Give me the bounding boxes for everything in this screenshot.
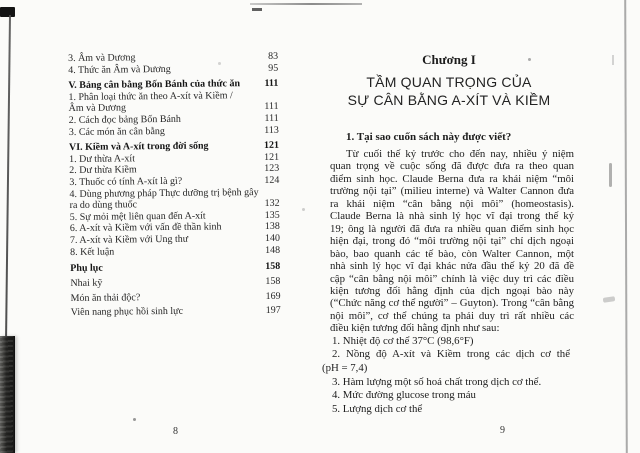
paragraph-line: quan trọng về cuộc sống đã được đưa ra theo quan xyxy=(330,160,574,173)
toc-page-number: 169 xyxy=(265,290,281,302)
toc-label: 6. A-xít và Kiềm với vấn đề thần kinh xyxy=(69,221,222,235)
toc-page-number xyxy=(259,186,291,198)
list-item: 5. Lượng dịch cơ thể xyxy=(332,402,423,415)
toc-label: Phụ lục xyxy=(70,262,103,275)
toc-label: 2. Dư thừa Kiềm xyxy=(69,164,137,177)
scan-smudge xyxy=(609,163,612,187)
paragraph-line: điểm sinh học. Claude Berna đưa ra khái niệm “môi xyxy=(330,172,574,185)
toc-label: 7. A-xít và Kiềm với Ung thư xyxy=(69,233,189,246)
toc-label: 1. Dư thừa A-xít xyxy=(69,153,136,165)
paragraph-line: ra khái niệm “cân bằng nội môi” (homeostasis). xyxy=(330,197,574,210)
paragraph-line: (“Chức năng cơ thể người” – Guyton). Trong “cân bằng xyxy=(330,297,574,310)
toc-page-number: 124 xyxy=(264,174,280,186)
paragraph-line: nhà sinh lý học vĩ đại khác nửa đầu thế kỷ 20 đã đề xyxy=(330,260,574,273)
scan-left-edge-line xyxy=(5,15,11,341)
toc-label: 3. Các món ăn cân bằng xyxy=(68,125,165,138)
paragraph-line: bào, bao quanh các tế bào, còn Walter Cannon, một xyxy=(330,247,574,260)
scan-smudge xyxy=(612,55,614,65)
list-item: 4. Mức đường glucose trong máu xyxy=(332,389,476,402)
toc-page-number: 111 xyxy=(264,101,279,113)
toc-row xyxy=(70,244,280,258)
toc-label: 1. Phân loại thức ăn theo A-xít và Kiềm / xyxy=(68,90,233,103)
paragraph-line: nội môi”, cơ thể chúng ta phải duy trì rất nhiều các xyxy=(330,309,574,322)
chapter-title-line2: SỰ CÂN BẰNG A-XÍT VÀ KIỀM xyxy=(347,92,551,108)
toc-page-number: 111 xyxy=(264,77,279,90)
paragraph-line: trường nội tại” (milieu interne) và Walter Cannon đưa xyxy=(330,185,574,198)
section-heading: 1. Tại sao cuốn sách này được viết? xyxy=(346,131,512,143)
chapter-right-page xyxy=(320,47,578,416)
scan-right-edge-line xyxy=(624,0,628,453)
toc-label: 2. Cách đọc bảng Bốn Bánh xyxy=(68,113,181,126)
scan-speck xyxy=(133,418,136,421)
toc-label: Nhai kỹ xyxy=(70,277,103,289)
body-numbered-list xyxy=(322,335,570,417)
toc-page-number: 135 xyxy=(264,209,280,221)
toc-page-number: 121 xyxy=(263,139,280,152)
toc-label: ra do dùng thuốc xyxy=(69,199,138,212)
toc-row xyxy=(69,124,279,138)
toc-page-number xyxy=(246,90,278,102)
toc-label: VI. Kiềm và A-xít trong đời sống xyxy=(68,140,209,154)
list-item: 3. Hàm lượng một số hoá chất trong dịch cơ thể. xyxy=(332,375,542,388)
toc-label: 3. Âm và Dương xyxy=(68,52,136,64)
toc-label: 4. Thức ăn Âm và Dương xyxy=(68,63,171,76)
body-paragraph xyxy=(330,148,574,335)
scan-speck xyxy=(302,208,305,211)
paragraph-line: Claude Berna là nhà sinh lý học vĩ đại trong thế kỷ xyxy=(330,210,574,223)
toc-row xyxy=(71,304,281,321)
scan-left-shadow-band xyxy=(0,336,15,453)
left-page-number: 8 xyxy=(173,426,178,437)
right-page-number: 9 xyxy=(500,425,505,436)
toc-page-number: 148 xyxy=(265,244,281,256)
list-item: 2. Nồng độ A-xít và Kiềm trong các dịch cơ thể xyxy=(332,348,570,361)
scan-smudge xyxy=(603,296,616,303)
toc-page-number: 123 xyxy=(264,163,280,175)
toc-page-number: 197 xyxy=(265,305,281,317)
paragraph-line: Từ cuối thế kỷ trước cho đến nay, nhiều ý niệm xyxy=(346,148,574,160)
toc-left-page xyxy=(68,51,281,321)
toc-label: 4. Dùng phương pháp Thực dưỡng trị bệnh gây xyxy=(69,186,259,200)
paragraph-line: 19; ông là người đã đưa ra nhiều quan điểm sinh học xyxy=(330,222,574,235)
toc-page-number: 158 xyxy=(265,275,281,287)
scan-top-tick xyxy=(252,8,262,11)
list-item-continuation: (pH = 7,4) xyxy=(322,361,368,374)
toc-label: 3. Thuốc có tính A-xít là gì? xyxy=(69,175,183,188)
scan-corner-mark xyxy=(0,7,15,17)
toc-label: 8. Kết luận xyxy=(70,246,115,258)
chapter-title-line1: TẦM QUAN TRỌNG CỦA xyxy=(366,74,532,90)
toc-page-number: 121 xyxy=(264,151,280,163)
toc-page-number: 132 xyxy=(264,197,280,210)
toc-row xyxy=(68,62,278,76)
list-item: 1. Nhiệt độ cơ thể 37°C (98,6°F) xyxy=(332,334,474,347)
toc-page-number: 83 xyxy=(267,50,279,62)
toc-page-number: 95 xyxy=(268,62,279,74)
toc-page-number: 140 xyxy=(264,232,281,244)
paragraph-line: điều kiện tương đối hằng định như sau: xyxy=(330,322,500,335)
toc-label: Viên nang phục hồi sinh lực xyxy=(70,306,184,319)
paragraph-line: hiện đại, trong đó “môi trường nội tại” chỉ dịch ngoại xyxy=(330,235,574,248)
toc-label: V. Bảng cân bằng Bốn Bánh của thức ăn xyxy=(68,78,241,92)
toc-label: Món ăn thải độc? xyxy=(70,291,141,304)
paragraph-line: kiện tương đối hằng định của dịch ngoại bào này xyxy=(330,284,574,297)
toc-page-number: 111 xyxy=(264,112,279,124)
chapter-label: Chương I xyxy=(422,52,476,67)
paragraph-line: cập “cân bằng nội môi” chính là việc duy trì các điều xyxy=(330,272,574,285)
toc-page-number: 158 xyxy=(265,260,281,273)
toc-label: Âm và Dương xyxy=(68,102,127,115)
toc-page-number: 113 xyxy=(264,124,279,136)
toc-page-number: 138 xyxy=(264,221,280,233)
scan-top-line xyxy=(250,3,362,5)
toc-label: 5. Sự mỏi mệt liên quan đến A-xít xyxy=(69,210,206,223)
